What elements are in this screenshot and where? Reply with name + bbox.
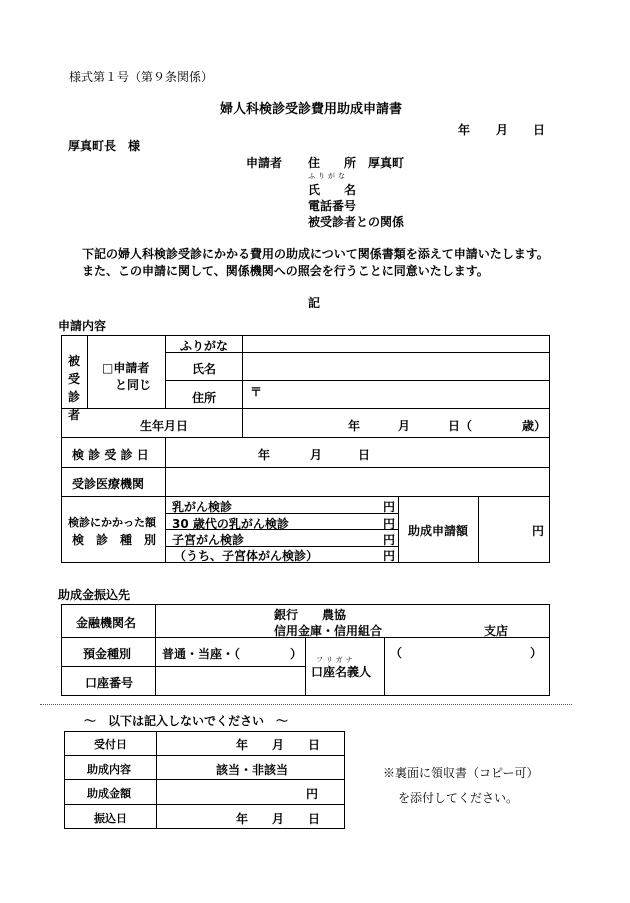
name-ruby: ふりがな [308, 172, 348, 180]
birth-day: 日（ [448, 419, 473, 433]
branch-label: 支店 [484, 624, 509, 638]
date-year: 年 [458, 123, 471, 137]
birth-month: 月 [398, 419, 411, 433]
holder-label: 口座名義人 [311, 665, 372, 679]
institution-field[interactable] [166, 468, 549, 495]
recipient: 厚真町長 様 [68, 139, 141, 153]
item-breast-exam-30s-unit: 円 [383, 517, 396, 531]
exam-day: 日 [358, 448, 371, 462]
exam-year: 年 [258, 448, 271, 462]
account-number-label: 口座番号 [85, 676, 134, 690]
birth-age: 歳） [522, 419, 547, 433]
bank-name-label: 金融機関名 [76, 616, 137, 630]
subsidy-label: 助成申請額 [408, 524, 469, 538]
furigana-field[interactable] [244, 336, 548, 351]
exam-type-label: 検 診 種 別 [72, 533, 157, 547]
exam-date-label: 検 診 受 診 日 [72, 448, 149, 462]
item-uterine-body-exam: （うち、子宮体がん検診） [174, 549, 319, 563]
name-field[interactable] [244, 353, 548, 379]
office-use-note: ～ 以下は記入しないでください ～ [84, 714, 289, 728]
furigana-label: ふりがな [180, 339, 229, 353]
form-number: 様式第１号（第９条関係） [69, 70, 214, 84]
item-breast-exam: 乳がん検診 [172, 500, 233, 514]
subsidy-content-label: 助成内容 [87, 763, 131, 776]
received-date-value: 年 月 日 [236, 738, 321, 752]
birthdate-label: 生年月日 [140, 419, 189, 433]
subsidy-unit: 円 [532, 524, 545, 538]
postal-mark: 〒 [250, 385, 263, 399]
subsidy-amount-label: 助成金額 [87, 787, 131, 800]
item-breast-exam-30s: 30 歳代の乳がん検診 [172, 517, 289, 531]
account-number-field[interactable] [156, 667, 304, 695]
applicant-label: 申請者 [246, 156, 283, 170]
address-value: 厚真町 [368, 156, 405, 170]
institution-label: 受診医療機関 [72, 477, 145, 491]
exam-month: 月 [310, 448, 323, 462]
received-date-label: 受付日 [94, 738, 127, 751]
side-note-line-2: を添付してください。 [398, 791, 519, 805]
subsidy-content-value: 該当・非該当 [216, 763, 289, 777]
transfer-date-value: 年 月 日 [236, 812, 321, 826]
date-month: 月 [496, 123, 509, 137]
item-breast-exam-unit: 円 [383, 500, 396, 514]
same-as-applicant-checkbox[interactable]: □申請者 [102, 361, 150, 375]
address-label: 住 所 [308, 156, 357, 170]
bank-type-ja: 農協 [322, 608, 347, 622]
side-note-line-1: ※裏面に領収書（コピー可） [383, 766, 539, 780]
patient-label: 被 受 診 者 [67, 354, 80, 422]
holder-open: （ [390, 646, 403, 660]
ki-marker: 記 [308, 296, 321, 310]
page-title: 婦人科検診受診費用助成申請書 [220, 102, 403, 117]
cost-label: 検診にかかった額 [68, 516, 156, 529]
relation-label: 被受診者との関係 [308, 215, 405, 229]
bank-type-credit: 信用金庫・信用組合 [274, 624, 383, 638]
holder-ruby: フリガナ [316, 656, 356, 664]
section-title-application: 申請内容 [58, 319, 107, 333]
item-uterine-exam-unit: 円 [383, 533, 396, 547]
intro-line-2: また、この申請に関して、関係機関への照会を行うことに同意いたします。 [82, 264, 489, 278]
intro-line-1: 下記の婦人科検診受診にかかる費用の助成について関係書類を添えて申請いたします。 [82, 247, 549, 261]
deposit-type-close: ） [290, 647, 303, 661]
address-label: 住所 [192, 391, 217, 405]
holder-close: ） [530, 646, 543, 660]
date-day: 日 [533, 123, 546, 137]
birth-year: 年 [348, 419, 361, 433]
section-title-bank: 助成金振込先 [58, 588, 131, 602]
subsidy-amount-unit: 円 [306, 787, 319, 801]
same-as-applicant-text: と同じ [115, 378, 152, 392]
deposit-type-label: 預金種別 [83, 647, 132, 661]
name-label: 氏 名 [308, 183, 357, 197]
phone-label: 電話番号 [308, 199, 357, 213]
item-uterine-body-exam-unit: 円 [383, 549, 396, 563]
item-uterine-exam: 子宮がん検診 [172, 533, 245, 547]
name-label: 氏名 [192, 362, 217, 376]
bank-type-bank: 銀行 [274, 608, 299, 622]
deposit-type-options[interactable]: 普通・当座・（ [162, 647, 241, 661]
divider-line [40, 704, 572, 705]
transfer-date-label: 振込日 [94, 812, 127, 825]
